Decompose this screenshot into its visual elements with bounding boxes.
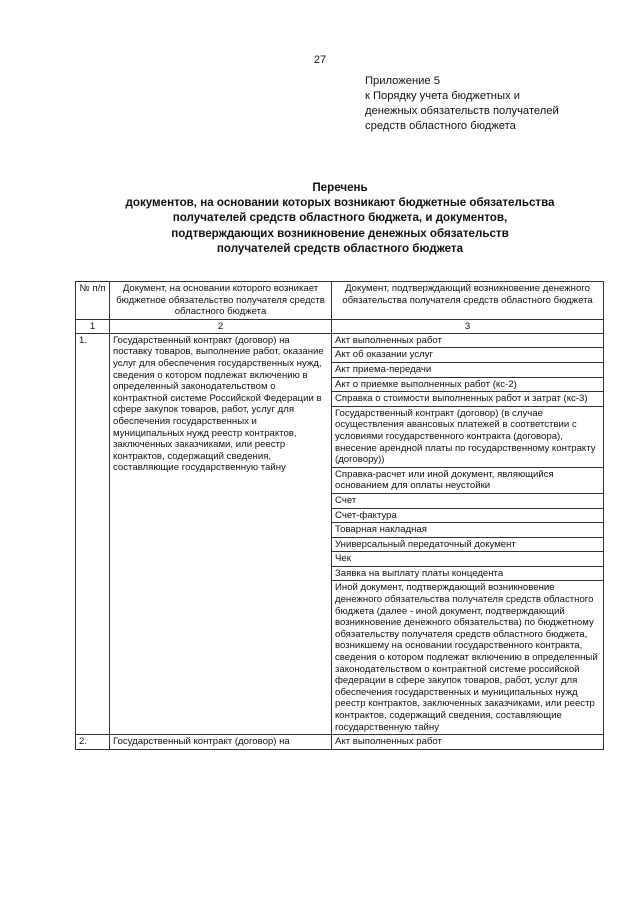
confirming-document: Справка-расчет или иной документ, являющийся основанием для оплаты неустойки [332, 468, 603, 494]
confirming-document: Справка о стоимости выполненных работ и затрат (кс-3) [332, 392, 603, 407]
title-line: получателей средств областного бюджета, и документов, [172, 211, 508, 225]
appendix-line: Приложение 5 [365, 75, 440, 87]
basis-document-cell: Государственный контракт (договор) на поставку товаров, выполнение работ, оказание услуг для обеспечения государственных нужд, сведения о котором подлежат включению в определенный законодательством о контрактной системе Российской Федерации в сфере закупок товаров, работ, услуг для обеспечения государственных и муниципальных нужд реестр контрактов, заключенных заказчиками, или реестр контрактов, содержащий сведения, составляющие государственную тайну [110, 333, 332, 734]
documents-table [75, 281, 604, 750]
page-number: 27 [313, 54, 327, 66]
confirming-document: Акт выполненных работ [332, 334, 603, 349]
title-line: Перечень [312, 181, 368, 194]
title-line: документов, на основании которых возникают бюджетные обязательства [125, 196, 555, 210]
confirming-documents-cell [332, 735, 604, 750]
confirming-document: Иной документ, подтверждающий возникновение денежного обязательства получателя средств областного бюджета (далее - иной документ, подтверждающий возникновение денежного обязательства) по бюджетному обязательству получателя средств областного бюджета, возникшему на основании государственного контракта, сведения о котором подлежат включению в определенный законодательством о контрактной системе российской федерации в сфере закупок товаров, работ, услуг для обеспечения государственных и муниципальных нужд реестр контрактов, заключенных заказчиками, или реестр контрактов, содержащий сведения, составляющие государственную тайну [335, 582, 598, 733]
confirming-document: Акт выполненных работ [335, 736, 442, 748]
document-title [60, 180, 620, 256]
table-row [76, 735, 604, 750]
table-header-row [76, 282, 604, 320]
table-row [76, 333, 604, 734]
title-line: подтверждающих возникновение денежных обязательств [171, 226, 509, 240]
appendix-line: к Порядку учета бюджетных и [365, 90, 520, 102]
confirming-document: Заявка на выплату платы концедента [332, 567, 603, 582]
header-number: № п/п [76, 282, 110, 320]
column-number-row [76, 319, 604, 333]
basis-document-cell: Государственный контракт (договор) на [110, 735, 332, 750]
confirming-document: Универсальный передаточный документ [332, 538, 603, 553]
confirming-document: Товарная накладная [332, 523, 603, 538]
confirming-document: Акт приема-передачи [332, 363, 603, 378]
header-confirming-document: Документ, подтверждающий возникновение денежного обязательства получателя средств областного бюджета [332, 282, 604, 320]
row-number: 1. [76, 333, 110, 734]
confirming-documents-cell [332, 333, 604, 734]
confirming-document: Счет [332, 494, 603, 509]
title-line: получателей средств областного бюджета [216, 241, 464, 255]
confirming-document: Акт об оказании услуг [332, 348, 603, 363]
column-number: 1 [76, 319, 110, 333]
appendix-header [365, 74, 625, 134]
confirming-document: Счет-фактура [332, 509, 603, 524]
column-number: 2 [110, 319, 332, 333]
row-number: 2. [76, 735, 110, 750]
confirming-document: Чек [332, 552, 603, 567]
appendix-line: средств областного бюджета [365, 120, 516, 132]
header-basis-document: Документ, на основании которого возникает бюджетное обязательство получателя средств областного бюджета [110, 282, 332, 320]
confirming-document: Государственный контракт (договор) (в случае осуществления авансовых платежей в соответствии с условиями государственного контракта (договора), внесение арендной платы по государственному контракту (договору)) [332, 407, 603, 468]
confirming-document: Акт о приемке выполненных работ (кс-2) [332, 378, 603, 393]
column-number: 3 [332, 319, 604, 333]
appendix-line: денежных обязательств получателей [365, 105, 559, 117]
